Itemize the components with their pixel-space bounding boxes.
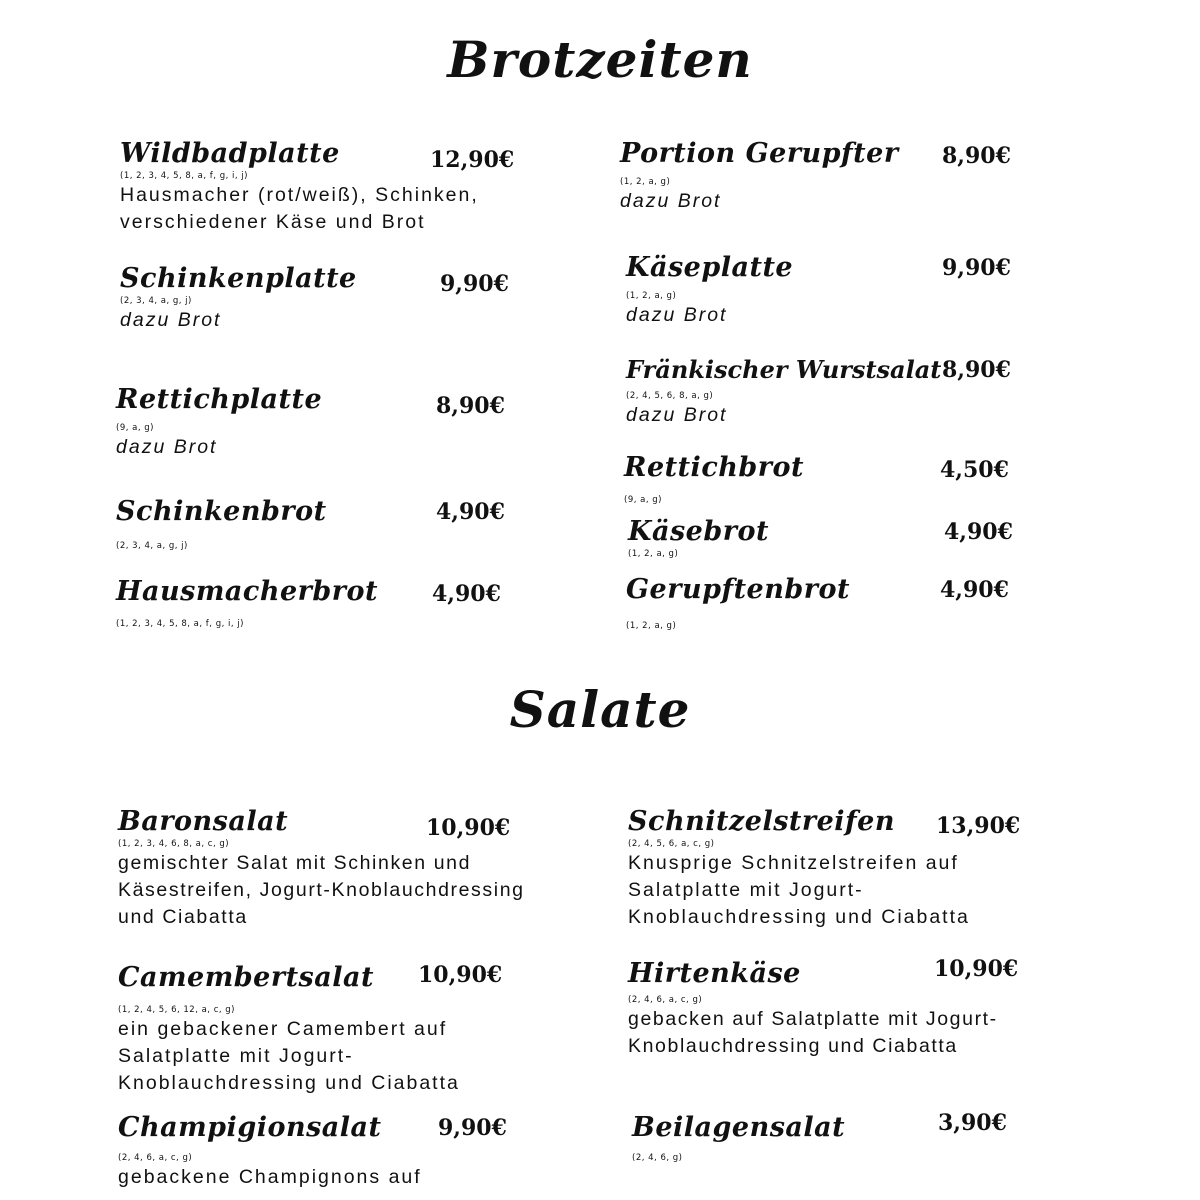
menu-item-wildbadplatte <box>120 138 560 236</box>
menu-item-baronsalat <box>118 806 588 931</box>
item-name: Schinkenbrot <box>116 496 327 527</box>
item-price: 4,90€ <box>940 577 1009 603</box>
item-price: 10,90€ <box>418 962 503 988</box>
item-description: gebacken auf Salatplatte mit Jogurt- Knoblauchdressing und Ciabatta <box>628 1008 998 1057</box>
item-name: Fränkischer Wurstsalat <box>626 355 942 384</box>
item-name: Käsebrot <box>628 516 769 547</box>
item-price: 12,90€ <box>430 147 515 173</box>
item-allergens: (1, 2, 3, 4, 5, 8, a, f, g, i, j) <box>120 171 248 181</box>
item-description: dazu Brot <box>120 309 222 331</box>
item-price: 4,90€ <box>944 519 1013 545</box>
item-description: ein gebackener Camembert auf Salatplatte mit Jogurt- Knoblauchdressing und Ciabatta <box>118 1018 460 1094</box>
item-name: Hirtenkäse <box>628 958 801 989</box>
item-name: Portion Gerupfter <box>620 138 899 169</box>
menu-item-kaesebrot <box>628 516 1048 560</box>
item-description: gebackene Champignons auf <box>118 1166 422 1188</box>
item-name: Käseplatte <box>626 252 794 283</box>
item-description: dazu Brot <box>626 304 728 326</box>
item-allergens: (1, 2, a, g) <box>620 177 671 187</box>
item-allergens: (2, 4, 6, a, c, g) <box>628 995 703 1005</box>
item-price: 4,90€ <box>436 499 505 525</box>
item-allergens: (2, 4, 5, 6, 8, a, g) <box>626 391 714 401</box>
item-description: Hausmacher (rot/weiß), Schinken, verschiedener Käse und Brot <box>120 184 479 233</box>
item-allergens: (9, a, g) <box>116 423 154 433</box>
item-name: Camembertsalat <box>118 962 374 993</box>
item-name: Beilagensalat <box>632 1112 846 1143</box>
menu-item-rettichbrot <box>624 452 1044 506</box>
item-price: 4,90€ <box>432 581 501 607</box>
item-allergens: (1, 2, a, g) <box>626 291 677 301</box>
menu-item-beilagensalat <box>632 1112 1072 1164</box>
item-allergens: (9, a, g) <box>624 495 662 505</box>
item-name: Rettichplatte <box>116 384 323 415</box>
item-allergens: (2, 3, 4, a, g, j) <box>116 541 188 551</box>
menu-item-fraenkischer-wurstsalat <box>626 354 1046 429</box>
item-allergens: (1, 2, 4, 5, 6, 12, a, c, g) <box>118 1005 235 1015</box>
item-allergens: (1, 2, 3, 4, 5, 8, a, f, g, i, j) <box>116 619 244 629</box>
item-price: 9,90€ <box>438 1115 507 1141</box>
menu-item-rettichplatte <box>116 384 556 461</box>
item-allergens: (1, 2, 3, 4, 6, 8, a, c, g) <box>118 839 230 849</box>
item-price: 8,90€ <box>942 357 1011 383</box>
item-price: 10,90€ <box>426 815 511 841</box>
item-price: 4,50€ <box>940 457 1009 483</box>
item-price: 9,90€ <box>440 271 509 297</box>
menu-item-hausmacherbrot <box>116 576 556 630</box>
item-name: Schnitzelstreifen <box>628 806 895 837</box>
item-allergens: (2, 3, 4, a, g, j) <box>120 296 192 306</box>
section-title-brotzeiten: Brotzeiten <box>447 30 753 89</box>
item-price: 8,90€ <box>942 143 1011 169</box>
menu-item-portion-gerupfter <box>620 138 1040 215</box>
item-name: Schinkenplatte <box>120 263 357 294</box>
item-allergens: (2, 4, 6, g) <box>632 1153 683 1163</box>
item-price: 13,90€ <box>936 813 1021 839</box>
menu-item-gerupftenbrot <box>626 574 1046 632</box>
item-price: 10,90€ <box>934 956 1019 982</box>
item-allergens: (1, 2, a, g) <box>626 621 677 631</box>
menu-item-schinkenplatte <box>120 263 560 334</box>
item-price: 9,90€ <box>942 255 1011 281</box>
item-name: Wildbadplatte <box>120 138 340 169</box>
menu-item-schnitzelstreifen <box>628 806 1068 931</box>
item-name: Gerupftenbrot <box>626 574 850 605</box>
item-allergens: (2, 4, 5, 6, a, c, g) <box>628 839 715 849</box>
menu-item-hirtenkaese <box>628 958 1068 1060</box>
item-description: dazu Brot <box>116 436 218 458</box>
item-name: Rettichbrot <box>624 452 804 483</box>
menu-item-champigionsalat <box>118 1112 588 1191</box>
item-price: 3,90€ <box>938 1110 1007 1136</box>
menu-item-schinkenbrot <box>116 496 556 552</box>
item-name: Champigionsalat <box>118 1112 382 1143</box>
item-price: 8,90€ <box>436 393 505 419</box>
item-description: Knusprige Schnitzelstreifen auf Salatplatte mit Jogurt- Knoblauchdressing und Ciabatta <box>628 852 970 928</box>
section-title-salate: Salate <box>509 680 691 739</box>
item-description: gemischter Salat mit Schinken und Käsestreifen, Jogurt-Knoblauchdressing und Ciabatta <box>118 852 525 928</box>
menu-item-camembertsalat <box>118 962 588 1097</box>
item-description: dazu Brot <box>620 190 722 212</box>
item-name: Hausmacherbrot <box>116 576 378 607</box>
item-name: Baronsalat <box>118 806 289 837</box>
item-allergens: (2, 4, 6, a, c, g) <box>118 1153 193 1163</box>
item-description: dazu Brot <box>626 404 728 426</box>
menu-item-kaeseplatte <box>626 252 1046 329</box>
item-allergens: (1, 2, a, g) <box>628 549 679 559</box>
